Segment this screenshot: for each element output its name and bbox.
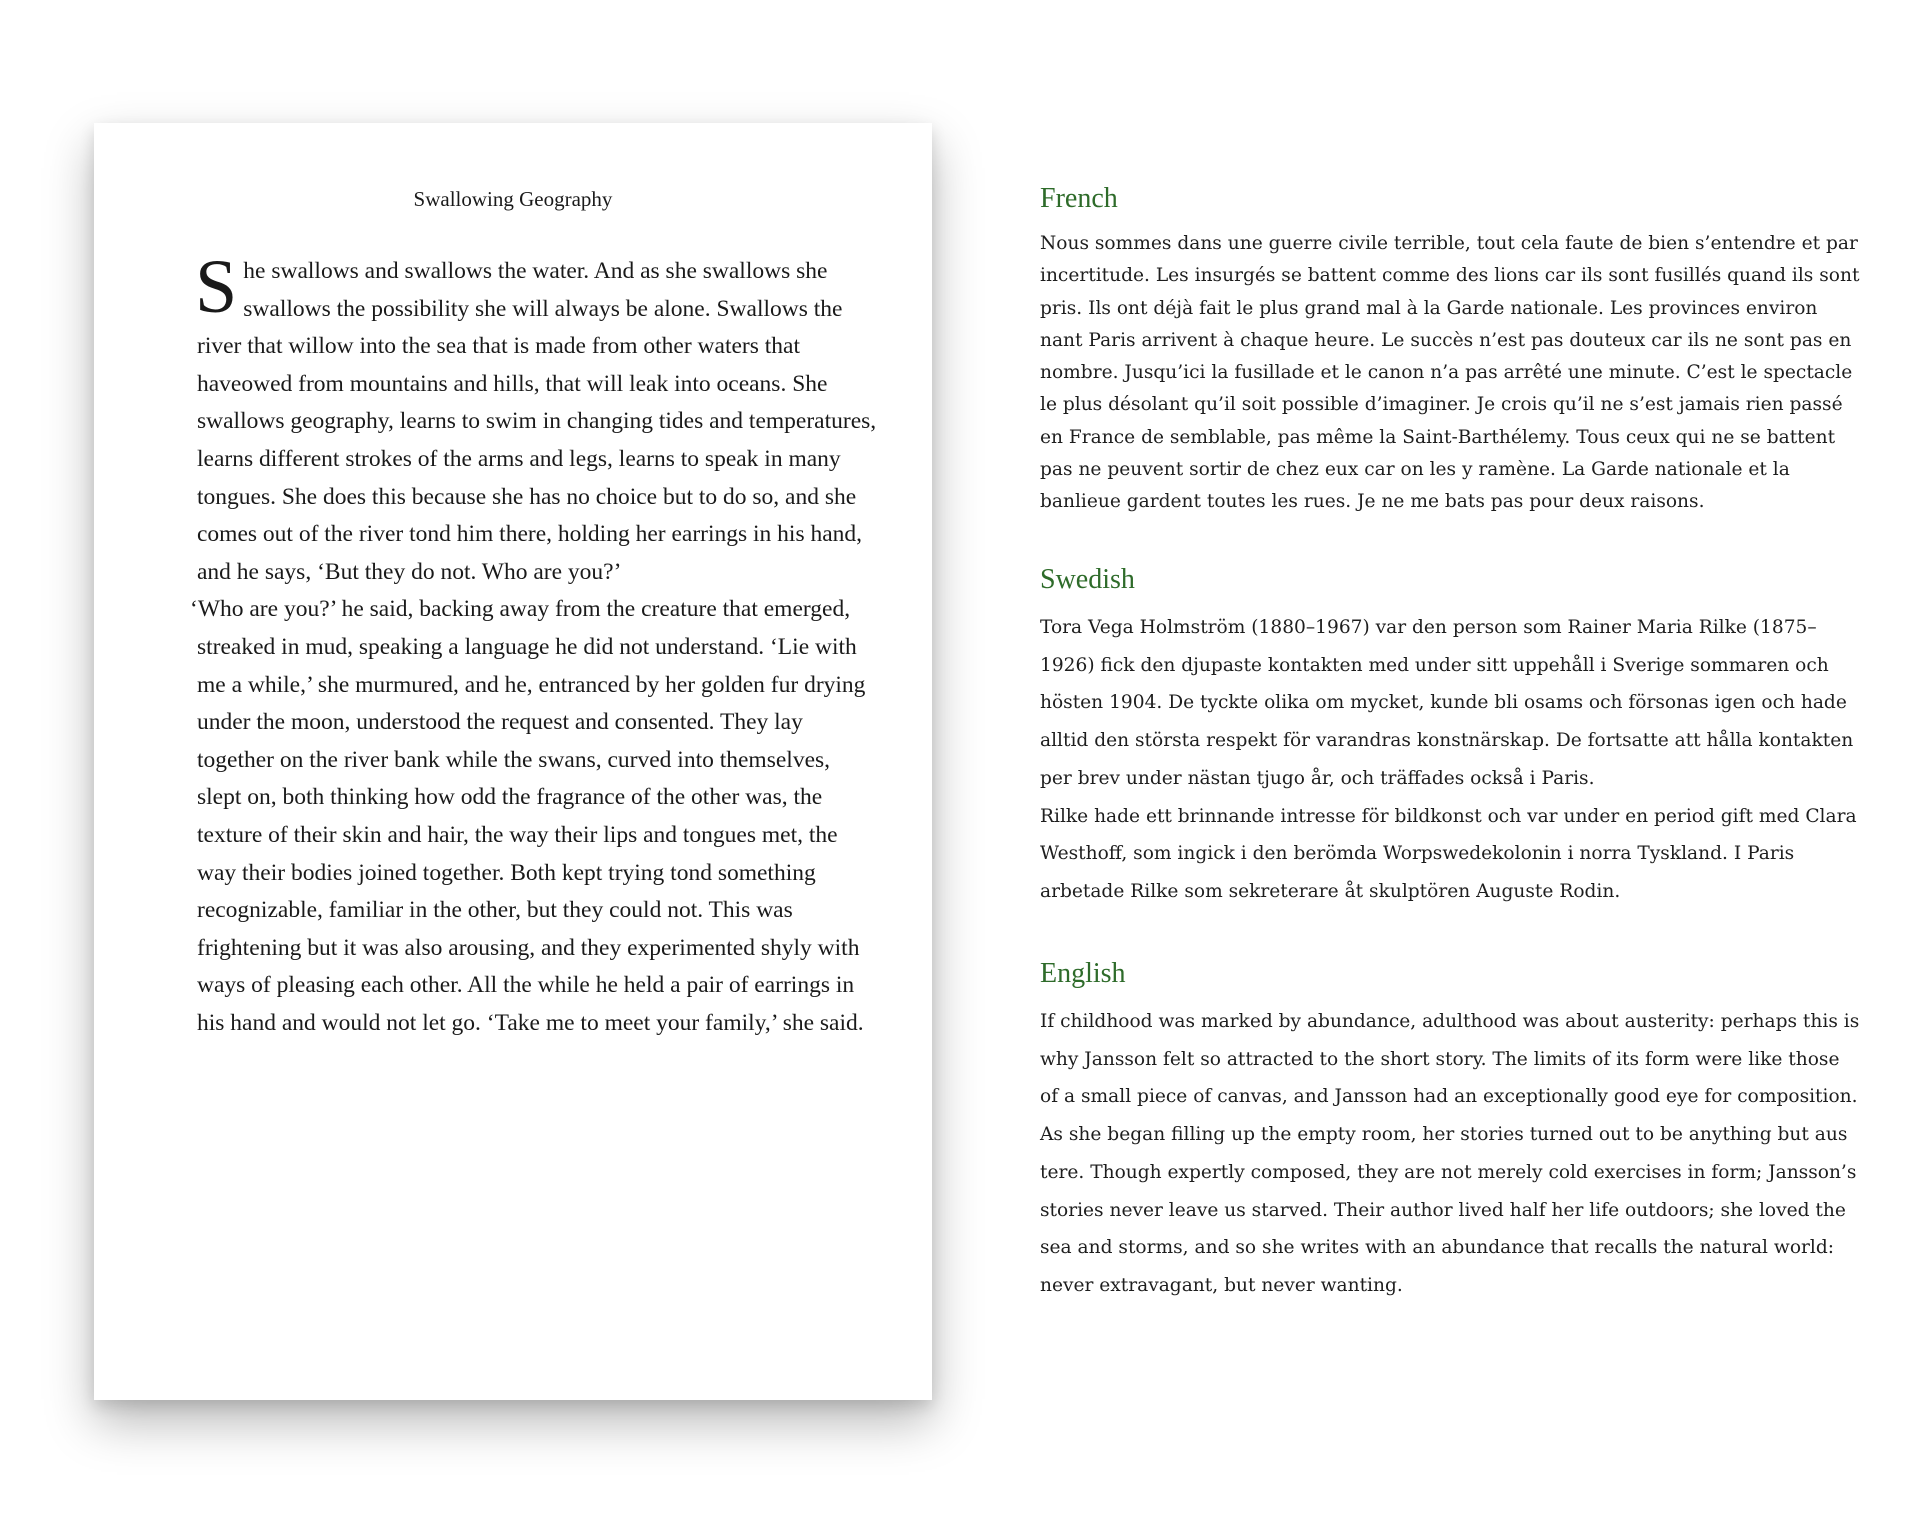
section-heading-english: English bbox=[1040, 958, 1126, 989]
story-paragraph-1 bbox=[195, 245, 877, 591]
story-paragraph-2: ‘Who are you?’ he said, backing away from the creature that emerged, streaked in mud, speaking a language he did not understand. ‘Lie with me a while,’ she murmured, and he, entranced by her golden fur drying under the moon, understood the request and consented. They lay together on the river bank while the swans, curved into themselves, slept on, both thinking how odd the fragrance of the other was, the texture of their skin and hair, the way their lips and tongues met, the way their bodies joined together. Both kept trying tond something recognizable, familiar in the other, but they could not. This was frightening but it was also arousing, and they experimented shyly with ways of pleasing each other. All the while he held a pair of earrings in his hand and would not let go. ‘Take me to meet your family,’ she said. bbox=[190, 596, 866, 1036]
story-body bbox=[190, 245, 877, 1042]
section-text-swedish-1: Tora Vega Holmström (1880–1967) var den person som Rainer Maria Rilke (1875–1926) fick den djupaste kontakten med under sitt uppehåll i Sverige sommaren och hösten 1904. De tyckte olika om mycket, kunde bli osams och försonas igen och hade alltid den största respekt för varandras konstnärskap. De fortsatte att hålla kontakten per brev under nästan tjugo år, och träffades också i Paris. bbox=[1040, 617, 1854, 789]
section-heading-french: French bbox=[1040, 183, 1118, 214]
section-text-english: If childhood was marked by abundance, adulthood was about austerity: perhaps this is why Jansson felt so attracted to the short story. The limits of its form were like those of a small piece of canvas, and Jansson had an exceptionally good eye for composition. As she began filling up the empty room, her stories turned out to be anything but aus tere. Though expertly composed, they are not merely cold exercises in form; Jansson’s stories never leave us starved. Their author lived half her life outdoors; she loved the sea and storms, and so she writes with an abundance that recalls the natural world: never extravagant, but never wanting. bbox=[1040, 1011, 1860, 1296]
section-english bbox=[1040, 957, 1860, 1305]
page-title: Swallowing Geography bbox=[413, 187, 613, 211]
section-text-swedish-2: Rilke hade ett brinnande intresse för bildkonst och var under en period gift med Clara Westhoff, som ingick i den berömda Worpswedekolonin i norra Tyskland. I Paris arbetade Rilke som sekreterare åt skulptören Auguste Rodin. bbox=[1040, 805, 1857, 902]
section-heading-swedish: Swedish bbox=[1040, 564, 1135, 595]
section-text-french: Nous sommes dans une guerre civile terrible, tout cela faute de bien s’entendre et par incertitude. Les insurgés se battent comme des lions car ils sont fusillés quand ils sont pris. Ils ont déjà fait le plus grand mal à la Garde nationale. Les provinces environ nant Paris arrivent à chaque heure. Le succès n’est pas douteux car ils ne sont pas en nombre. Jusqu’ici la fusillade et le canon n’a pas arrêté une minute. C’est le spectacle le plus désolant qu’il soit possible d’imaginer. Je crois qu’il ne s’est jamais rien passé en France de semblable, pas même la Saint-Barthélemy. Tous ceux qui ne se battent pas ne peuvent sortir de chez eux car on les y ramène. La Garde nationale et la banlieue gardent toutes les rues. Je ne me bats pas pour deux raisons. bbox=[1040, 233, 1860, 513]
story-paragraph-1-text: he swallows and swallows the water. And as she swallows she swallows the possibility she will always be alone. Swallows the river that willow into the sea that is made from other waters that haveowed from mountains and hills, that will leak into oceans. She swallows geography, learns to swim in changing tides and temperatures, learns different strokes of the arms and legs, learns to speak in many tongues. She does this because she has no choice but to do so, and she comes out of the river tond him there, holding her earrings in his hand, and he says, ‘But they do not. Who are you?’ bbox=[197, 258, 877, 585]
section-swedish bbox=[1040, 563, 1860, 911]
section-french bbox=[1040, 182, 1860, 519]
drop-cap: S bbox=[195, 245, 238, 329]
book-page bbox=[94, 123, 932, 1400]
